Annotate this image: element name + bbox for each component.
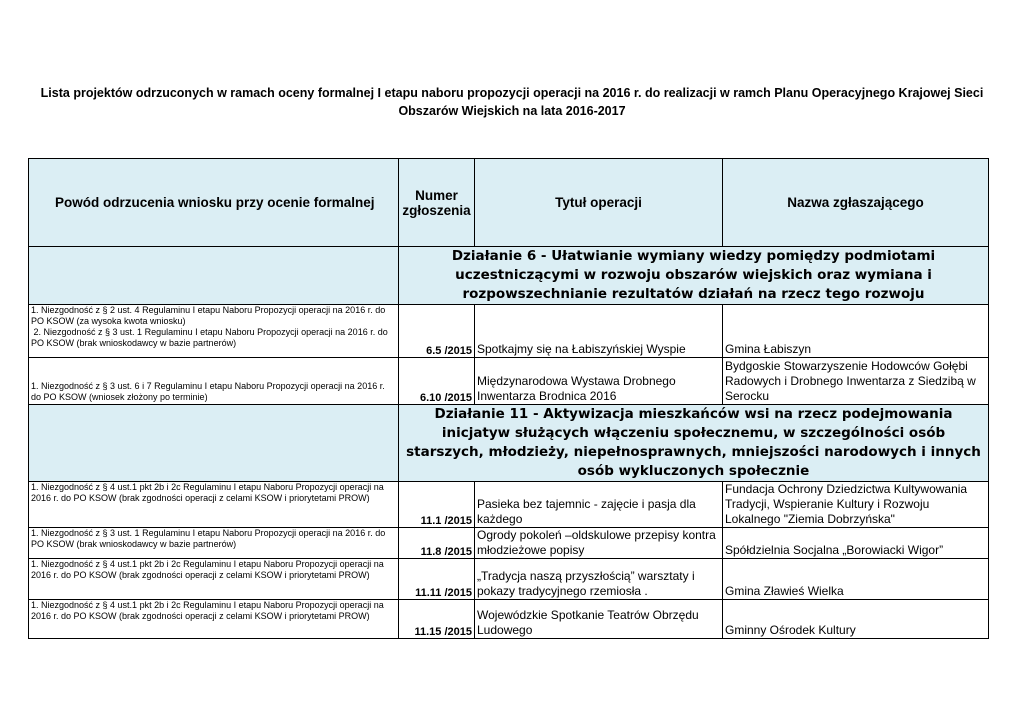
- table-row: [29, 305, 989, 358]
- action-row-6: [29, 247, 989, 305]
- page-title-line-1: Lista projektów odrzuconych w ramach oceny formalnej I etapu naboru propozycji operacji na 2016 r. do realizacji w ramch Planu Operacyjnego Krajowej Sieci: [40, 86, 984, 100]
- applicant-cell: Gminny Ośrodek Kultury: [723, 600, 989, 639]
- reason-cell: 1. Niezgodność z § 4 ust.1 pkt 2b i 2c Regulaminu I etapu Naboru Propozycji operacji na 2016 r. do PO KSOW (brak zgodności operacji z celami KSOW i priorytetami PROW): [29, 559, 399, 600]
- title-cell: Spotkajmy się na Łabiszyńskiej Wyspie: [475, 305, 723, 358]
- reason-cell: 1. Niezgodność z § 3 ust. 6 i 7 Regulaminu I etapu Naboru Propozycji operacji na 2016 r. do PO KSOW (wniosek złożony po terminie): [29, 358, 399, 405]
- table-row: [29, 528, 989, 559]
- header-title: Tytuł operacji: [475, 159, 723, 247]
- number-cell: 11.1 /2015: [399, 482, 475, 528]
- number-cell: 11.8 /2015: [399, 528, 475, 559]
- page-title: [40, 84, 984, 120]
- title-cell: Pasieka bez tajemnic - zajęcie i pasja dla każdego: [475, 482, 723, 528]
- rejected-projects-table: [28, 158, 989, 639]
- reason-line: 1. Niezgodność z § 2 ust. 4 Regulaminu I etapu Naboru Propozycji operacji na 2016 r. do PO KSOW (za wysoka kwota wniosku): [31, 305, 386, 326]
- reason-line: 2. Niezgodność z § 3 ust. 1 Regulaminu I etapu Naboru Propozycji operacji na 2016 r. do PO KSOW (brak wnioskodawcy w bazie partnerów): [31, 327, 388, 348]
- table-row: [29, 600, 989, 639]
- applicant-cell: Gmina Łabiszyn: [723, 305, 989, 358]
- action-row-spacer: [29, 247, 399, 305]
- table-row: [29, 559, 989, 600]
- number-cell: 6.10 /2015: [399, 358, 475, 405]
- title-cell: Ogrody pokoleń –oldskulowe przepisy kontra młodzieżowe popisy: [475, 528, 723, 559]
- title-cell: Wojewódzkie Spotkanie Teatrów Obrzędu Ludowego: [475, 600, 723, 639]
- reason-cell: [29, 305, 399, 358]
- number-cell: 11.15 /2015: [399, 600, 475, 639]
- table-row: [29, 482, 989, 528]
- action-title: Działanie 11 - Aktywizacja mieszkańców wsi na rzecz podejmowania inicjatyw służących włączeniu społecznemu, w szczególności osób starszych, młodzieży, niepełnosprawnych, mniejszości narodowych i innych osób wykluczonych społecznie: [399, 405, 989, 482]
- table-header-row: [29, 159, 989, 247]
- action-row-11: [29, 405, 989, 482]
- title-cell: Międzynarodowa Wystawa Drobnego Inwentarza Brodnica 2016: [475, 358, 723, 405]
- reason-cell: 1. Niezgodność z § 3 ust. 1 Regulaminu I etapu Naboru Propozycji operacji na 2016 r. do PO KSOW (brak wnioskodawcy w bazie partnerów): [29, 528, 399, 559]
- number-cell: 11.11 /2015: [399, 559, 475, 600]
- applicant-cell: Fundacja Ochrony Dziedzictwa Kultywowania Tradycji, Wspieranie Kultury i Rozwoju Lokalnego "Ziemia Dobrzyńska": [723, 482, 989, 528]
- applicant-cell: Bydgoskie Stowarzyszenie Hodowców Gołębi Radowych i Drobnego Inwentarza z Siedzibą w Serocku: [723, 358, 989, 405]
- action-row-spacer: [29, 405, 399, 482]
- reason-cell: 1. Niezgodność z § 4 ust.1 pkt 2b i 2c Regulaminu I etapu Naboru Propozycji operacji na 2016 r. do PO KSOW (brak zgodności operacji z celami KSOW i priorytetami PROW): [29, 600, 399, 639]
- applicant-cell: Gmina Zławieś Wielka: [723, 559, 989, 600]
- page-title-line-2: Obszarów Wiejskich na lata 2016-2017: [398, 104, 626, 118]
- title-cell: „Tradycja naszą przyszłością” warsztaty i pokazy tradycyjnego rzemiosła .: [475, 559, 723, 600]
- header-number: Numer zgłoszenia: [399, 159, 475, 247]
- applicant-cell: Spółdzielnia Socjalna „Borowiacki Wigor”: [723, 528, 989, 559]
- header-applicant: Nazwa zgłaszającego: [723, 159, 989, 247]
- action-title: Działanie 6 - Ułatwianie wymiany wiedzy pomiędzy podmiotami uczestniczącymi w rozwoju obszarów wiejskich oraz wymiana i rozpowszechnianie rezultatów działań na rzecz tego rozwoju: [399, 247, 989, 305]
- number-cell: 6.5 /2015: [399, 305, 475, 358]
- reason-cell: 1. Niezgodność z § 4 ust.1 pkt 2b i 2c Regulaminu I etapu Naboru Propozycji operacji na 2016 r. do PO KSOW (brak zgodności operacji z celami KSOW i priorytetami PROW): [29, 482, 399, 528]
- table-row: [29, 358, 989, 405]
- header-reason: Powód odrzucenia wniosku przy ocenie formalnej: [29, 159, 399, 247]
